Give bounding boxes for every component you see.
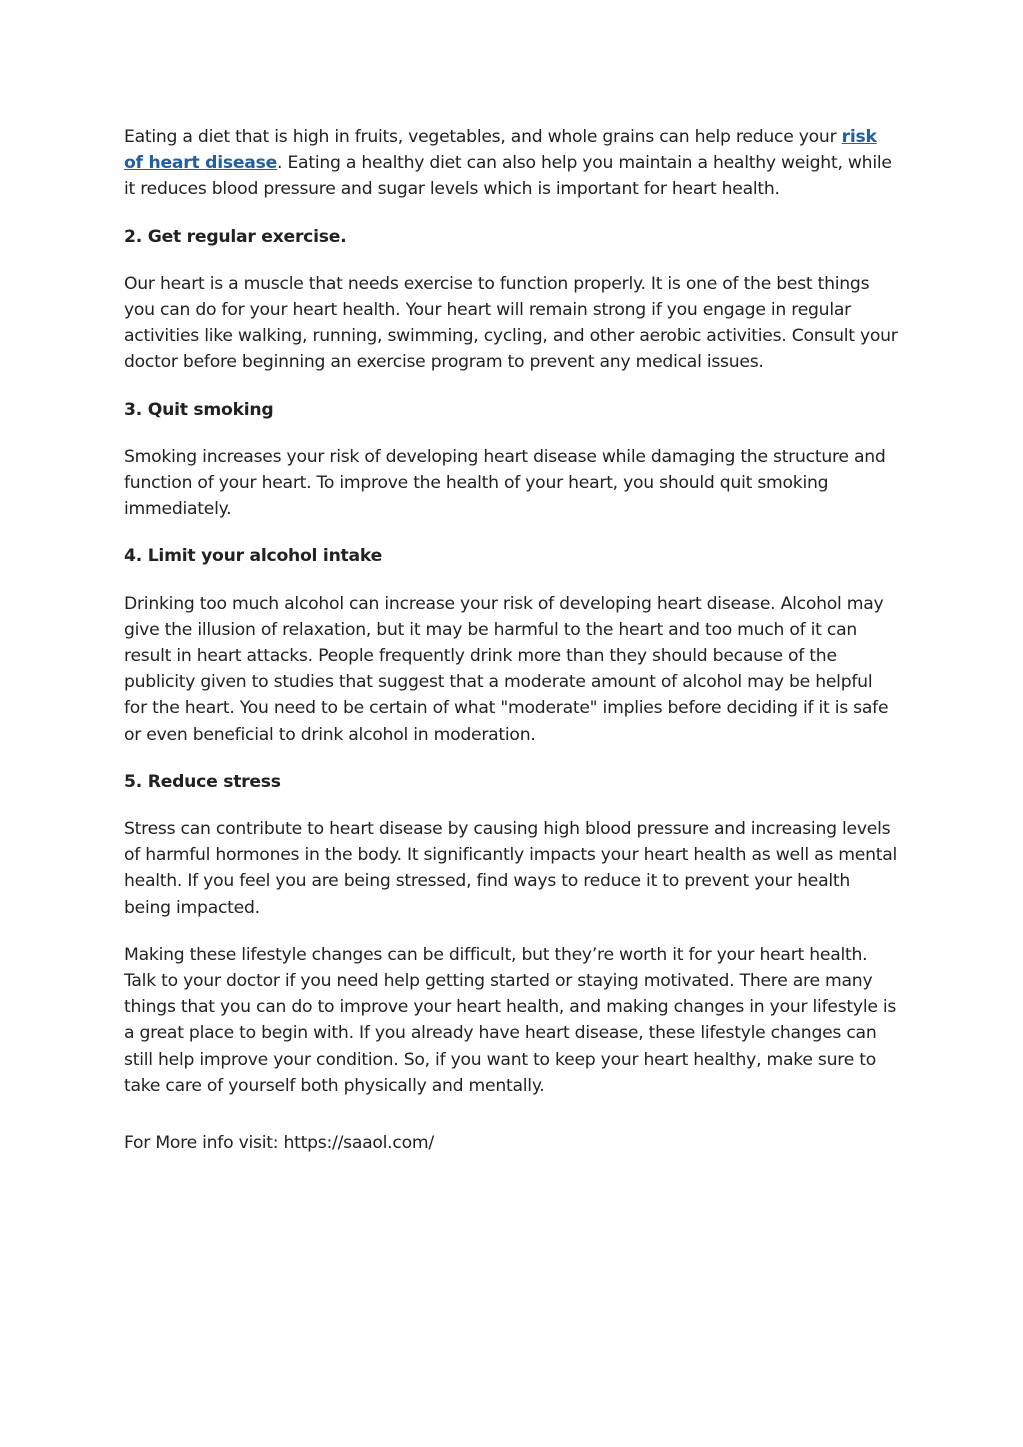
conclusion-paragraph: Making these lifestyle changes can be difficult, but they’re worth it for your heart health. Talk to your doctor if you need help getting started or staying motivated. There are many things that you can do to improve your heart health, and making changes in your lifestyle is a great place to begin with. If you already have heart disease, these lifestyle changes can still help improve your condition. So, if you want to keep your heart healthy, make sure to take care of yourself both physically and mentally. [124, 944, 897, 1096]
section-heading-alcohol: 4. Limit your alcohol intake [124, 546, 382, 567]
intro-text-after: . Eating a healthy diet can also help you maintain a healthy weight, while it reduces blood pressure and sugar levels which is important for heart health. [124, 153, 892, 200]
intro-paragraph [124, 124, 900, 203]
risk-of-heart-disease-link[interactable]: risk of heart disease [124, 127, 877, 174]
section-body-exercise: Our heart is a muscle that needs exercise to function properly. It is one of the best things you can do for your heart health. Your heart will remain strong if you engage in regular activities like walking, running, swimming, cycling, and other aerobic activities. Consult your doctor before beginning an exercise program to prevent any medical issues. [124, 273, 898, 373]
document-page [124, 124, 900, 1177]
section-heading-stress: 5. Reduce stress [124, 771, 281, 792]
more-info-footer: For More info visit: https://saaol.com/ [124, 1133, 434, 1154]
section-heading-exercise: 2. Get regular exercise. [124, 226, 347, 247]
section-heading-smoking: 3. Quit smoking [124, 399, 274, 420]
section-body-smoking: Smoking increases your risk of developing heart disease while damaging the structure and function of your heart. To improve the health of your heart, you should quit smoking immediately. [124, 446, 886, 520]
section-body-stress: Stress can contribute to heart disease by causing high blood pressure and increasing levels of harmful hormones in the body. It significantly impacts your heart health as well as mental health. If you feel you are being stressed, find ways to reduce it to prevent your health being impacted. [124, 819, 898, 918]
section-body-alcohol: Drinking too much alcohol can increase your risk of developing heart disease. Alcohol may give the illusion of relaxation, but it may be harmful to the heart and too much of it can result in heart attacks. People frequently drink more than they should because of the publicity given to studies that suggest that a moderate amount of alcohol may be helpful for the heart. You need to be certain of what "moderate" implies before deciding if it is safe or even beneficial to drink alcohol in moderation. [124, 593, 889, 745]
intro-text-before: Eating a diet that is high in fruits, vegetables, and whole grains can help reduce your [124, 127, 842, 147]
